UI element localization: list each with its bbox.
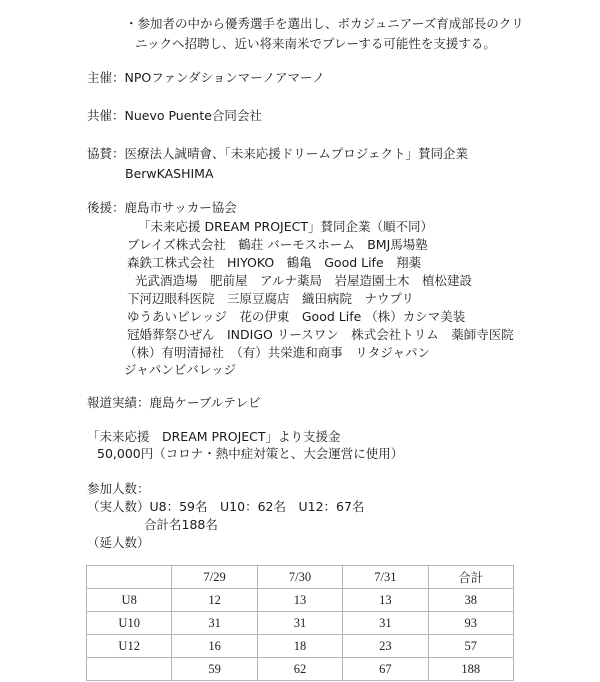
supporter-line: ジャパンビバレッジ (124, 362, 237, 377)
actual-participants: （実人数）U8：59名 U10：62名 U12：67名 (87, 499, 365, 514)
supporter-line: ゆうあいビレッジ 花の伊東 Good Life （株）カシマ美装 (127, 309, 466, 324)
table-cell: 38 (428, 589, 513, 612)
grant-heading: 「未来応援 DREAM PROJECT」より支援金 (87, 429, 341, 444)
row-label: U12 (87, 635, 172, 658)
table-cell: 13 (343, 589, 428, 612)
row-label (87, 658, 172, 681)
table-cell: 31 (172, 612, 257, 635)
table-cell: 59 (172, 658, 257, 681)
table-cell: 62 (257, 658, 342, 681)
table-cell: 57 (428, 635, 513, 658)
supporter-heading: 「未来応援 DREAM PROJECT」賛同企業（順不同） (138, 219, 434, 234)
supporter-line: ブレイズ株式会社 鶴荘 バーモスホーム BMJ馬場塾 (127, 237, 428, 252)
participants-total: 合計名188名 (144, 517, 218, 532)
table-row (87, 635, 514, 658)
table-cell: 188 (428, 658, 513, 681)
sponsor-berw: BerwKASHIMA (125, 166, 214, 181)
row-label: U10 (87, 612, 172, 635)
grant-amount: 50,000円（コロナ・熱中症対策と、大会運営に使用） (97, 446, 404, 461)
table-cell: 67 (343, 658, 428, 681)
bullet-text: ・参加者の中から優秀選手を選出し、ボカジュニアーズ育成部長のクリ (125, 16, 524, 31)
table-total-row (87, 658, 514, 681)
header-cell: 7/31 (343, 566, 428, 589)
header-cell: 7/29 (172, 566, 257, 589)
organizer: 主催：NPOファンダションマーノアマーノ (87, 70, 325, 85)
supporter-line: 冠婚葬祭ひぜん INDIGO リースワン 株式会社トリム 薬師寺医院 (127, 327, 514, 342)
table-header-row (87, 566, 514, 589)
table-cell: 16 (172, 635, 257, 658)
header-cell (87, 566, 172, 589)
media-coverage: 報道実績：鹿島ケーブルテレビ (87, 395, 261, 410)
table-cell: 23 (343, 635, 428, 658)
participants-table (86, 565, 514, 681)
table-cell: 12 (172, 589, 257, 612)
supporter-line: （株）有明清掃社 （有）共栄進和商事 リタジャパン (124, 345, 431, 360)
header-cell: 合計 (428, 566, 513, 589)
cumulative-label: （延人数） (87, 535, 150, 550)
table-cell: 31 (257, 612, 342, 635)
co-organizer: 共催：Nuevo Puente合同会社 (87, 108, 262, 123)
row-label: U8 (87, 589, 172, 612)
table-cell: 13 (257, 589, 342, 612)
table-row (87, 589, 514, 612)
header-cell: 7/30 (257, 566, 342, 589)
bullet-text-cont: ニックへ招聘し、近い将来南米でプレーする可能性を支援する。 (135, 36, 496, 51)
table-cell: 18 (257, 635, 342, 658)
supporters: 後援：鹿島市サッカー協会 (87, 200, 237, 215)
sponsors: 協賛：医療法人誠晴會、「未来応援ドリームプロジェクト」賛同企業 (87, 146, 469, 161)
table-row (87, 612, 514, 635)
supporter-line: 光武酒造場 肥前屋 アルナ薬局 岩屋造園土木 植松建設 (135, 273, 473, 288)
supporter-line: 下河辺眼科医院 三原豆腐店 織田病院 ナウプリ (127, 291, 415, 306)
supporter-line: 森鉄工株式会社 HIYOKO 鶴亀 Good Life 翔薬 (127, 255, 422, 270)
participants-heading: 参加人数： (87, 481, 150, 496)
table-cell: 31 (343, 612, 428, 635)
table-cell: 93 (428, 612, 513, 635)
